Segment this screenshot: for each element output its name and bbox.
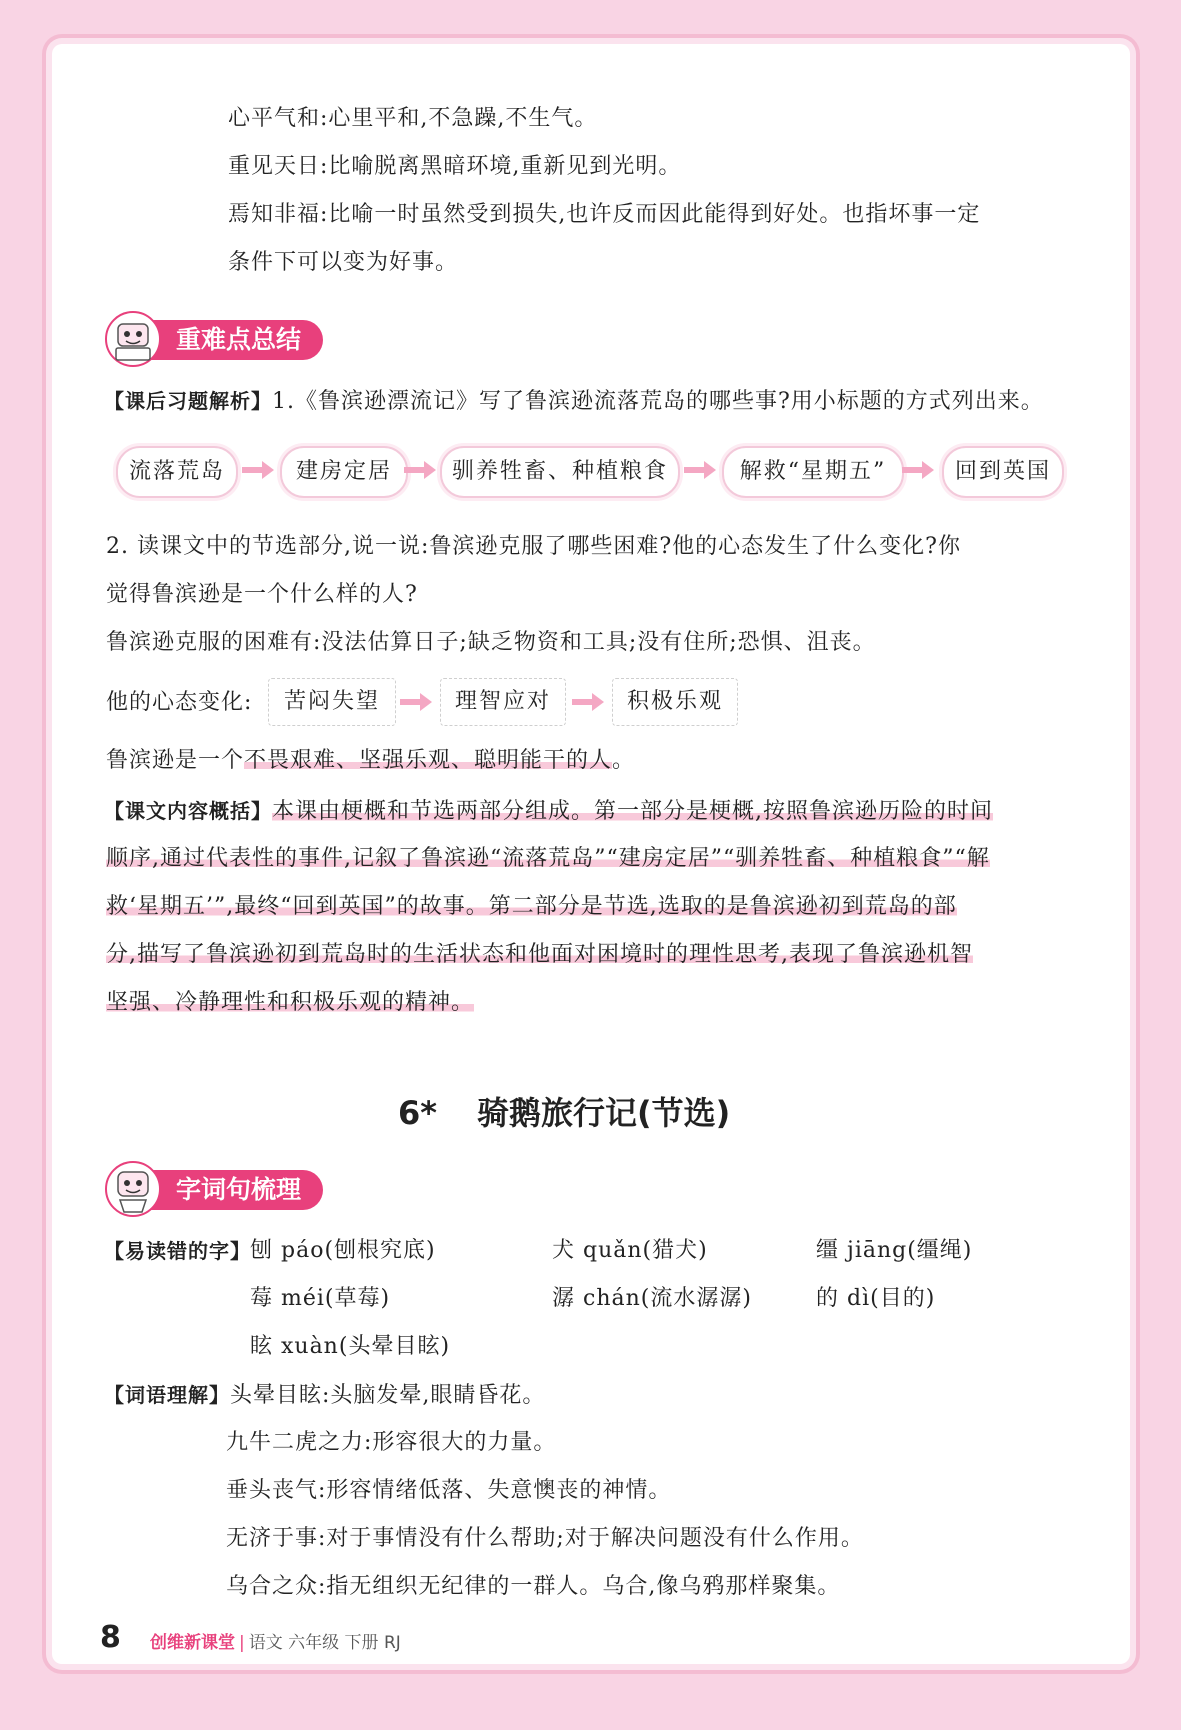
pron-item: 莓 méi(草莓) xyxy=(250,1286,391,1311)
flow-step: 流落荒岛 xyxy=(116,446,238,498)
arrow-right-icon xyxy=(572,692,604,712)
vocab-item: 头晕目眩:头脑发晕,眼睛昏花。 xyxy=(230,1383,546,1408)
mood-step: 理智应对 xyxy=(440,678,566,726)
question-1 xyxy=(104,386,1044,417)
arrow-right-icon xyxy=(400,692,432,712)
arrow-right-icon xyxy=(242,460,274,480)
answer-person-highlight: 不畏艰难、坚强乐观、聪明能干的人 xyxy=(244,748,613,773)
banner-label: 重难点总结 xyxy=(176,325,302,354)
pron-tag: 【易读错的字】 xyxy=(104,1239,251,1263)
vocab-line-1 xyxy=(104,1380,545,1411)
question-tag: 【课后习题解析】 xyxy=(104,389,272,413)
arrow-right-icon xyxy=(684,460,716,480)
question-2-line: 觉得鲁滨逊是一个什么样的人? xyxy=(106,582,418,607)
mood-step: 苦闷失望 xyxy=(268,678,396,726)
flow-step: 建房定居 xyxy=(280,446,408,498)
lesson-number: 6* xyxy=(398,1094,437,1132)
pron-item: 的 dì(目的) xyxy=(816,1286,936,1311)
mascot-icon xyxy=(104,310,162,368)
summary-line: 坚强、冷静理性和积极乐观的精神。 xyxy=(106,990,475,1015)
lesson-name: 骑鹅旅行记(节选) xyxy=(477,1094,731,1132)
pron-item: 缰 jiāng(缰绳) xyxy=(816,1238,973,1263)
mascot-icon xyxy=(104,1160,162,1218)
idiom-line: 焉知非福:比喻一时虽然受到损失,也许反而因此能得到好处。也指坏事一定 xyxy=(228,202,981,227)
flow-step: 解救“星期五” xyxy=(722,446,904,498)
answer-person xyxy=(106,746,635,776)
lesson-title xyxy=(398,1088,730,1134)
pron-item: 潺 chán(流水潺潺) xyxy=(552,1286,752,1311)
summary-line-1 xyxy=(104,796,993,827)
pron-item: 刨 páo(刨根究底) xyxy=(250,1238,436,1263)
footer-info xyxy=(150,1628,401,1653)
summary-line: 分,描写了鲁滨逊初到荒岛时的生活状态和他面对困境时的理性思考,表现了鲁滨逊机智 xyxy=(106,942,973,967)
page-number: 8 xyxy=(100,1620,121,1655)
flow-step: 回到英国 xyxy=(942,446,1064,498)
vocab-item: 无济于事:对于事情没有什么帮助;对于解决问题没有什么作用。 xyxy=(226,1526,864,1551)
footer-subject: 语文 六年级 下册 RJ xyxy=(248,1633,401,1653)
answer-person-post: 。 xyxy=(612,748,636,773)
summary-line: 顺序,通过代表性的事件,记叙了鲁滨逊“流落荒岛”“建房定居”“驯养牲畜、种植粮食”“解 xyxy=(106,846,990,871)
idiom-line: 心平气和:心里平和,不急躁,不生气。 xyxy=(228,106,598,131)
section-banner-key-points xyxy=(108,320,323,360)
answer-person-pre: 鲁滨逊是一个 xyxy=(106,748,245,773)
footer-brand: 创维新课堂 xyxy=(150,1633,235,1653)
answer-difficulties: 鲁滨逊克服的困难有:没法估算日子;缺乏物资和工具;没有住所;恐惧、沮丧。 xyxy=(106,630,876,655)
footer-separator: | xyxy=(239,1633,245,1653)
idiom-line: 条件下可以变为好事。 xyxy=(228,250,459,275)
summary-text: 本课由梗概和节选两部分组成。第一部分是梗概,按照鲁滨逊历险的时间 xyxy=(272,799,993,824)
vocab-tag: 【词语理解】 xyxy=(104,1383,230,1407)
arrow-right-icon xyxy=(902,460,934,480)
mood-step: 积极乐观 xyxy=(612,678,738,726)
vocab-item: 九牛二虎之力:形容很大的力量。 xyxy=(226,1430,557,1455)
question-text: 1.《鲁滨逊漂流记》写了鲁滨逊流落荒岛的哪些事?用小标题的方式列出来。 xyxy=(272,389,1044,414)
pron-item: 犬 quǎn(猎犬) xyxy=(552,1238,708,1263)
section-banner-vocabulary xyxy=(108,1170,323,1210)
question-2-line: 2. 读课文中的节选部分,说一说:鲁滨逊克服了哪些困难?他的心态发生了什么变化?你 xyxy=(106,534,961,559)
mood-label: 他的心态变化: xyxy=(106,690,253,715)
flow-step: 驯养牲畜、种植粮食 xyxy=(440,446,680,498)
vocab-item: 垂头丧气:形容情绪低落、失意懊丧的神情。 xyxy=(226,1478,672,1503)
pron-item: 眩 xuàn(头晕目眩) xyxy=(250,1334,451,1359)
banner-label: 字词句梳理 xyxy=(176,1175,302,1204)
vocab-item: 乌合之众:指无组织无纪律的一群人。乌合,像乌鸦那样聚集。 xyxy=(226,1574,841,1599)
summary-tag: 【课文内容概括】 xyxy=(104,799,272,823)
arrow-right-icon xyxy=(404,460,436,480)
idiom-line: 重见天日:比喻脱离黑暗环境,重新见到光明。 xyxy=(228,154,682,179)
summary-line: 救‘星期五’”,最终“回到英国”的故事。第二部分是节选,选取的是鲁滨逊初到荒岛的部 xyxy=(106,894,957,919)
